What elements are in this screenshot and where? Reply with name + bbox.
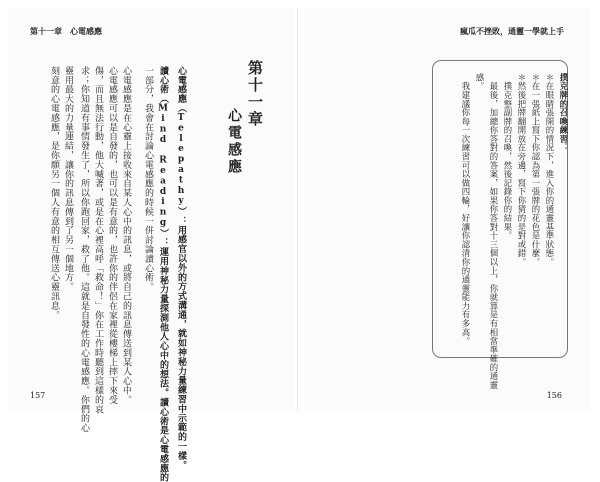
exercise-step: 我建議你每一次練習可以做四輪，好讓你認清你的通靈能力有多高。	[461, 73, 471, 346]
text-column: 心電感應是在心靈上接收來自某人心中的訊息，或將自己的訊息傳送到某人心中。	[121, 66, 131, 405]
running-header-right: 瘋瓜不挫敗，通靈一學就上手	[460, 27, 564, 36]
exercise-box	[432, 60, 569, 390]
exercise-step: 撲克整副牌的召喚，然後記錄你的結果。	[503, 73, 513, 241]
exercise-step: ＊在眼睛張開的情況下，進入你的通靈基準狀態。	[545, 73, 555, 267]
chapter-label: 第十一章	[246, 60, 264, 128]
text-column: 心電感應（Telepathy）：用感官以外的方式溝通，就如神秘力量練習中示範的一樣。	[176, 66, 186, 470]
text-column: 讀心術（Mind Reading）：運用神秘力量探測他人心中的想法。讀心術是心電感應的	[158, 66, 168, 482]
left-page	[8, 8, 294, 482]
right-page	[304, 8, 590, 412]
text-column: 傷，而且無法行動，他大喊著，或是在心裡高呼「救命！」你在工作時聽到這樣的哀	[93, 66, 103, 414]
page-number-right: 156	[546, 391, 562, 400]
text-column: 刻意的心電感應，是你願另一個人有意的相互傳送心靈訊息。	[49, 66, 59, 320]
exercise-step: ＊然後把牌翻開放在旁邊，寫下你猜的是對或錯。	[517, 73, 527, 267]
text-column: 心電感應可以是自發的，也可以是有意的，也許你的伴侶在家裡從樓梯上摔下來受	[107, 66, 117, 405]
text-column: 求；你知道有事情發生了，所以你跑回家，救了他。這就是自發性的心電感應。你們的心	[79, 66, 89, 433]
running-header-left: 第十一章 心電感應	[30, 27, 102, 36]
exercise-step: 感。	[475, 73, 485, 91]
exercise-step: ＊在一張紙上寫下你認為第一張牌的花色是什麼。	[531, 73, 541, 267]
page-number-left: 157	[30, 391, 46, 400]
exercise-step: 最後，加總你答對的答案，如果你答對十三個以上，你就算是有相當準確的通靈	[489, 73, 499, 390]
book-spine	[297, 8, 298, 412]
text-column: 一部分，我會在討論心電感應的時候一併討論讀心術。	[143, 66, 153, 292]
exercise-title: 撲克牌的召喚練習：	[559, 73, 569, 153]
chapter-title: 心電感應	[226, 108, 242, 176]
text-column: 靈用最大的力量連結，讓你的訊息傳到了另一個地方。	[63, 66, 73, 292]
